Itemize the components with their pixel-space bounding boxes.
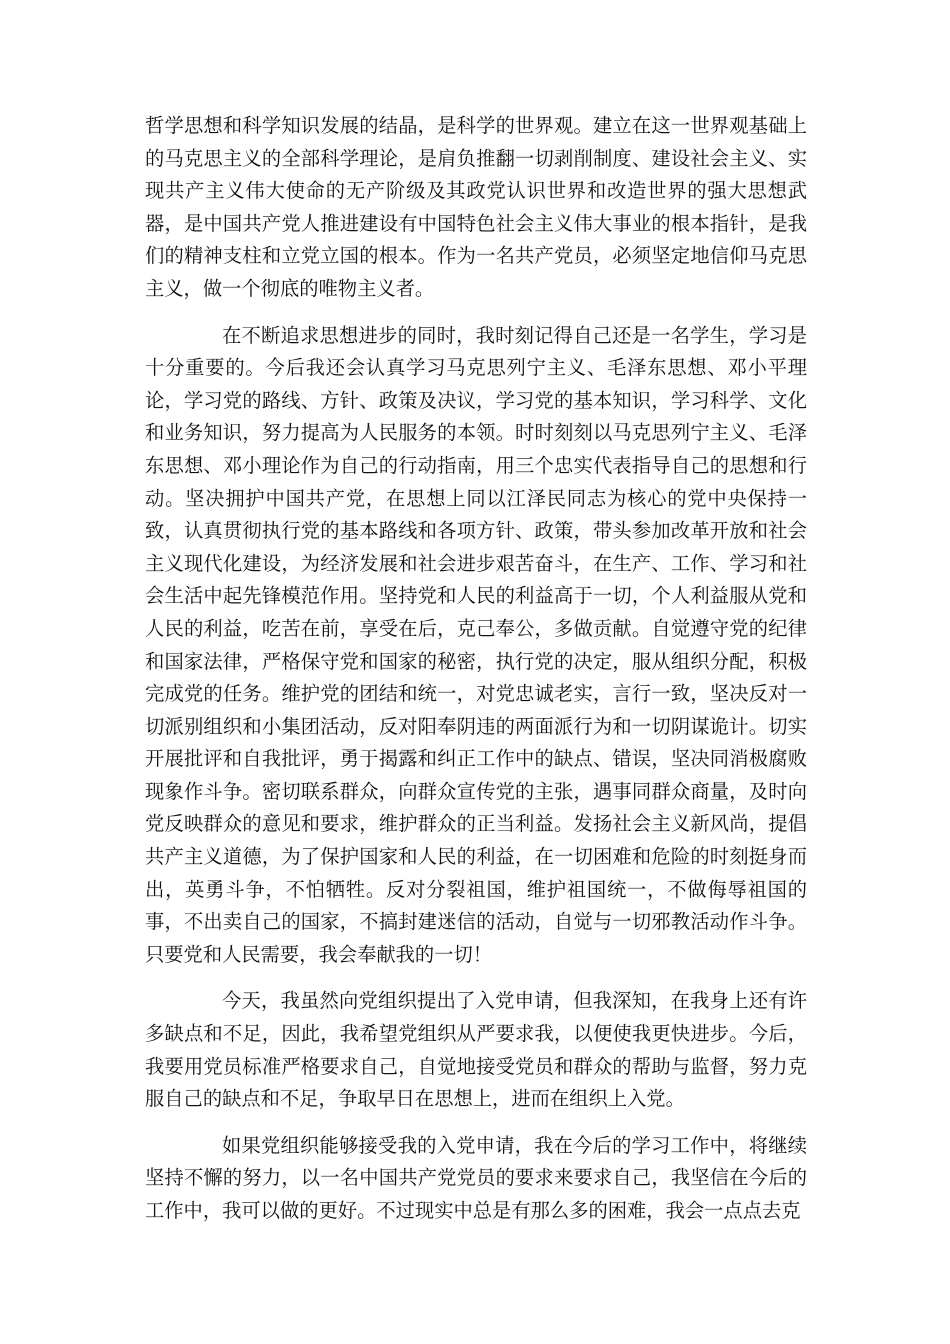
document-page [145,110,807,1242]
paragraph-1: 哲学思想和科学知识发展的结晶，是科学的世界观。建立在这一世界观基础上的马克思主义的全部科学理论，是肩负推翻一切剥削制度、建设社会主义、实现共产主义伟大使命的无产阶级及其政党认识世界和改造世界的强大思想武器，是中国共产党人推进建设有中国特色社会主义伟大事业的根本指针，是我们的精神支柱和立党立国的根本。作为一名共产党员，必须坚定地信仰马克思主义，做一个彻底的唯物主义者。 [145,114,807,300]
paragraph-4: 如果党组织能够接受我的入党申请，我在今后的学习工作中，将继续坚持不懈的努力，以一名中国共产党党员的要求来要求自己，我坚信在今后的工作中，我可以做的更好。不过现实中总是有那么多的困难，我会一点点去克 [145,1133,807,1222]
paragraph-2: 在不断追求思想进步的同时，我时刻记得自己还是一名学生，学习是十分重要的。今后我还会认真学习马克思列宁主义、毛泽东思想、邓小平理论，学习党的路线、方针、政策及决议，学习党的基本知识，学习科学、文化和业务知识，努力提高为人民服务的本领。时时刻刻以马克思列宁主义、毛泽东思想、邓小理论作为自己的行动指南，用三个忠实代表指导自己的思想和行动。坚决拥护中国共产党，在思想上同以江泽民同志为核心的党中央保持一致，认真贯彻执行党的基本路线和各项方针、政策，带头参加改革开放和社会主义现代化建设，为经济发展和社会进步艰苦奋斗，在生产、工作、学习和社会生活中起先锋模范作用。坚持党和人民的利益高于一切，个人利益服从党和人民的利益，吃苦在前，享受在后，克己奉公，多做贡献。自觉遵守党的纪律和国家法律，严格保守党和国家的秘密，执行党的决定，服从组织分配，积极完成党的任务。维护党的团结和统一，对党忠诚老实，言行一致，坚决反对一切派别组织和小集团活动，反对阳奉阴违的两面派行为和一切阴谋诡计。切实开展批评和自我批评，勇于揭露和纠正工作中的缺点、错误，坚决同消极腐败现象作斗争。密切联系群众，向群众宣传党的主张，遇事同群众商量，及时向党反映群众的意见和要求，维护群众的正当利益。发扬社会主义新风尚，提倡共产主义道德，为了保护国家和人民的利益，在一切困难和危险的时刻挺身而出，英勇斗争，不怕牺牲。反对分裂祖国，维护祖国统一，不做侮辱祖国的事，不出卖自己的国家，不搞封建迷信的活动，自觉与一切邪教活动作斗争。只要党和人民需要，我会奉献我的一切！ [145,323,807,966]
paragraph-3: 今天，我虽然向党组织提出了入党申请，但我深知，在我身上还有许多缺点和不足，因此，我希望党组织从严要求我，以便使我更快进步。今后，我要用党员标准严格要求自己，自觉地接受党员和群众的帮助与监督，努力克服自己的缺点和不足，争取早日在思想上，进而在组织上入党。 [145,989,807,1111]
